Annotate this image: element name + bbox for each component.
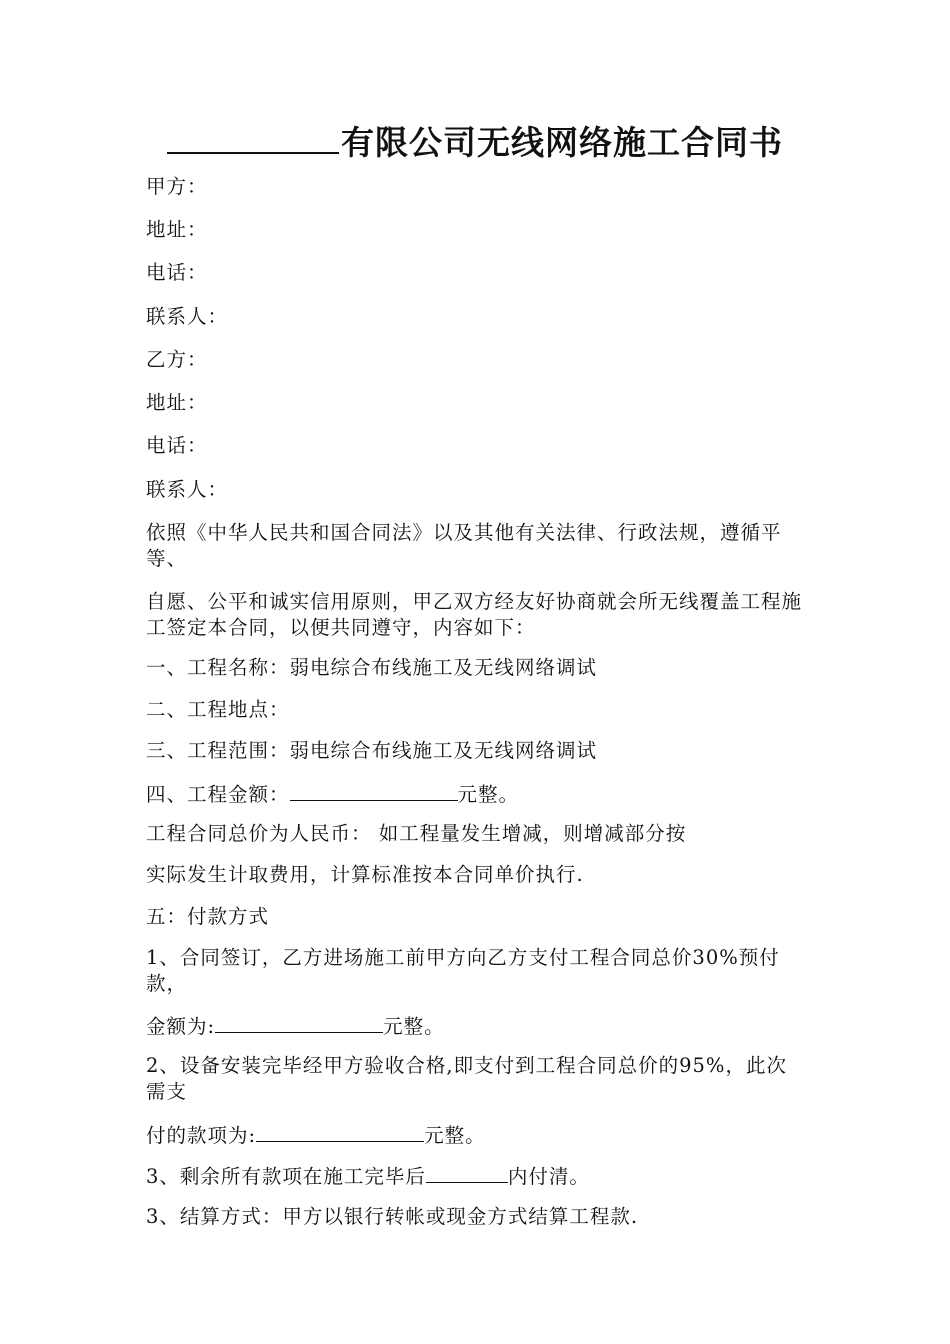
payment-2-amount-prefix: 付的款项为: (146, 1124, 257, 1147)
price-line-2: 实际发生计取费用，计算标准按本合同单价执行. (146, 863, 584, 886)
party-b-address-label: 地址： (146, 391, 208, 414)
document-title (0, 112, 950, 168)
intro-paragraph-1: 依照《中华人民共和国合同法》以及其他有关法律、行政法规，遵循平等、 (146, 521, 782, 570)
item-amount-prefix: 四、工程金额： (146, 783, 290, 806)
party-b-phone-label: 电话： (146, 434, 208, 457)
item-project-name: 一、工程名称：弱电综合布线施工及无线网络调试 (146, 656, 598, 679)
payment-3-suffix: 内付清。 (507, 1165, 590, 1188)
payment-1-amount-suffix: 元整。 (383, 1015, 445, 1038)
party-b-contact-label: 联系人： (146, 478, 229, 501)
payment-3-prefix: 3、剩余所有款项在施工完毕后 (146, 1165, 426, 1188)
payment-3-period-blank (426, 1162, 508, 1183)
payment-2-amount (146, 1121, 806, 1149)
payment-1-amount-prefix: 金额为: (146, 1015, 216, 1038)
payment-item-1: 1、合同签订，乙方进场施工前甲方向乙方支付工程合同总价30%预付款， (146, 946, 780, 995)
company-name-blank (167, 112, 339, 154)
amount-blank (290, 780, 458, 801)
price-line-1: 工程合同总价为人民币： 如工程量发生增减，则增减部分按 (146, 822, 687, 845)
payment-heading: 五：付款方式 (146, 905, 270, 928)
payment-item-3 (146, 1162, 806, 1190)
item-project-location: 二、工程地点： (146, 698, 290, 721)
payment-1-amount (146, 1012, 806, 1040)
party-a-address-label: 地址： (146, 218, 208, 241)
item-project-scope: 三、工程范围：弱电综合布线施工及无线网络调试 (146, 739, 598, 762)
payment-2-amount-blank (256, 1121, 424, 1142)
intro-paragraph-2: 自愿、公平和诚实信用原则，甲乙双方经友好协商就会所无线覆盖工程施工签定本合同，以便共同遵守，内容如下： (146, 590, 803, 639)
party-b-name-label: 乙方： (146, 348, 208, 371)
party-a-phone-label: 电话： (146, 261, 208, 284)
party-a-name-label: 甲方： (146, 175, 208, 198)
settlement-method: 3、结算方式：甲方以银行转帐或现金方式结算工程款. (146, 1205, 639, 1228)
item-project-amount (146, 780, 806, 808)
title-text: 有限公司无线网络施工合同书 (341, 123, 783, 162)
payment-1-amount-blank (215, 1012, 383, 1033)
party-a-contact-label: 联系人： (146, 305, 229, 328)
item-amount-suffix: 元整。 (457, 783, 520, 806)
payment-item-2: 2、设备安装完毕经甲方验收合格,即支付到工程合同总价的95%，此次需支 (146, 1054, 787, 1103)
payment-2-amount-suffix: 元整。 (424, 1124, 486, 1147)
